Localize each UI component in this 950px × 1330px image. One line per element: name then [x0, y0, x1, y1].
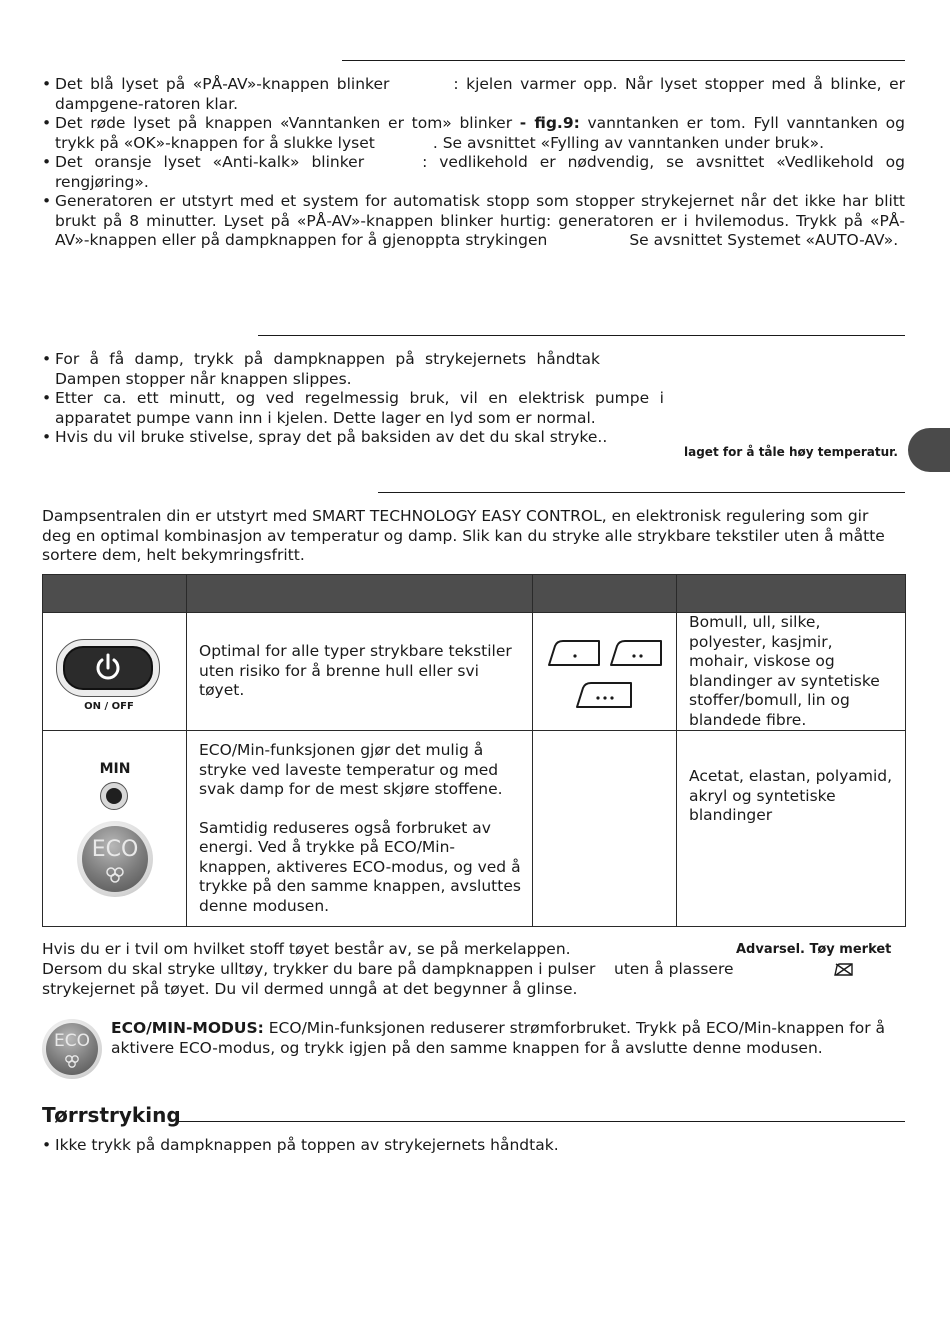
row1-description: Optimal for alle typer strykbare tekstiler uten risiko for å brenne hull eller svi tøyet.	[187, 613, 533, 731]
section2-list	[42, 350, 664, 448]
steam-drop-icon	[82, 826, 148, 892]
row2-fabrics: Acetat, elastan, polyamid, akryl og syntetiske blandinger	[677, 731, 906, 927]
on-off-label: ON / OFF	[84, 701, 134, 712]
after-table-line2a: Dersom du skal stryke ulltøy, trykker du bare på dampknappen i pulser	[42, 960, 596, 978]
table-header	[43, 575, 906, 613]
section3-rule	[378, 492, 905, 493]
eco-button-icon: ECO	[77, 821, 153, 897]
steam-drop-icon	[46, 1023, 98, 1075]
min-indicator-icon	[100, 782, 128, 810]
after-table-line1: Hvis du er i tvil om hvilket stoff tøyet består av, se på merkelappen.	[42, 940, 571, 958]
row2-description-p2: Samtidig reduseres også forbruket av energi. Ved å trykke på ECO/Min-knappen, aktiveres ECO-modus, og ved å trykke på den samme knappen, avsluttes denne modusen.	[199, 818, 521, 915]
list-item: • Ikke trykk på dampknappen på toppen av strykejernets håndtak.	[42, 1136, 905, 1156]
settings-table	[42, 574, 906, 927]
side-note: laget for å tåle høy temperatur.	[684, 445, 898, 459]
section-title-dry-ironing: Tørrstryking	[42, 1103, 181, 1127]
iron-temperature-icons	[533, 613, 677, 731]
eco-mode-note: ECO/MIN-MODUS: ECO/Min-funksjonen reduserer strømforbruket. Trykk på ECO/Min-knappen for å aktivere ECO-modus, og trykk igjen på den samme knappen for å avslutte denne modusen.	[111, 1019, 886, 1057]
iron-3-dots-icon	[577, 683, 631, 707]
section4-rule	[176, 1121, 905, 1122]
list-item: • Det blå lyset på «PÅ-AV»-knappen blinker : kjelen varmer opp. Når lyset stopper med å blinke, er dampgene-ratoren klar.	[42, 75, 905, 114]
row2-description-p1: ECO/Min-funksjonen gjør det mulig å stryke ved laveste temperatur og med svak damp for de mest skjøre stoffene.	[199, 741, 503, 798]
warning-note: Advarsel. Tøy merket	[736, 942, 892, 957]
intro-paragraph: Dampsentralen din er utstyrt med SMART TECHNOLOGY EASY CONTROL, en elektronisk regulering som gir deg en optimal kombinasjon av temperatur og damp. Slik kan du stryke alle strykbare tekstiler uten å måtte sortere dem, helt bekymringsfritt.	[42, 507, 885, 564]
iron-1-dot-icon	[549, 641, 599, 665]
table-row	[43, 731, 906, 927]
list-item: • Hvis du vil bruke stivelse, spray det på baksiden av det du skal stryke..	[42, 428, 664, 448]
section4-list	[42, 1136, 905, 1156]
section2-rule	[258, 335, 905, 336]
chapter-tab	[908, 428, 950, 472]
power-icon	[65, 648, 151, 688]
no-steam-symbol-icon	[833, 962, 855, 978]
row1-fabrics: Bomull, ull, silke, polyester, kasjmir, mohair, viskose og blandinger av syntetiske stoffer/bomull, lin og blandede fibre.	[677, 613, 906, 731]
section1-rule	[342, 60, 905, 61]
after-table-line3: strykejernet på tøyet. Du vil dermed unngå at det begynner å glinse.	[42, 980, 578, 998]
list-item: • Etter ca. ett minutt, og ved regelmessig bruk, vil en elektrisk pumpe i apparatet pumpe vann inn i kjelen. Dette lager en lyd som er normal.	[42, 389, 664, 428]
min-label: MIN	[99, 761, 131, 777]
iron-2-dots-icon	[611, 641, 661, 665]
list-item: • For å få damp, trykk på dampknappen på strykejernets håndtakDampen stopper når knappen slippes.	[42, 350, 664, 389]
table-row	[43, 613, 906, 731]
on-off-button	[56, 639, 160, 712]
list-item: • Det røde lyset på knappen «Vanntanken er tom» blinker - fig.9: vanntanken er tom. Fyll vanntanken og trykk på «OK»-knappen for å slukke lyset . Se avsnittet «Fylling av vanntanken under bruk».	[42, 114, 905, 153]
after-table-line2b: uten å plassere	[614, 960, 734, 978]
list-item: • Generatoren er utstyrt med et system for automatisk stopp som stopper strykejernet når det ikke har blitt brukt på 8 minutter. Lyset på «PÅ-AV»-knappen blinker hurtig: generatoren er i hvilemodus. Trykk på «PÅ-AV»-knappen eller på dampknappen for å gjenoppta strykingen Se avsnittet Systemet «AUTO-AV».	[42, 192, 905, 251]
eco-mode-icon: ECO	[42, 1019, 102, 1079]
list-item: • Det oransje lyset «Anti-kalk» blinker : vedlikehold er nødvendig, se avsnittet «Vedlikehold og rengjøring».	[42, 153, 905, 192]
fig-reference: - fig.9:	[519, 114, 580, 132]
section1-list	[42, 75, 905, 251]
